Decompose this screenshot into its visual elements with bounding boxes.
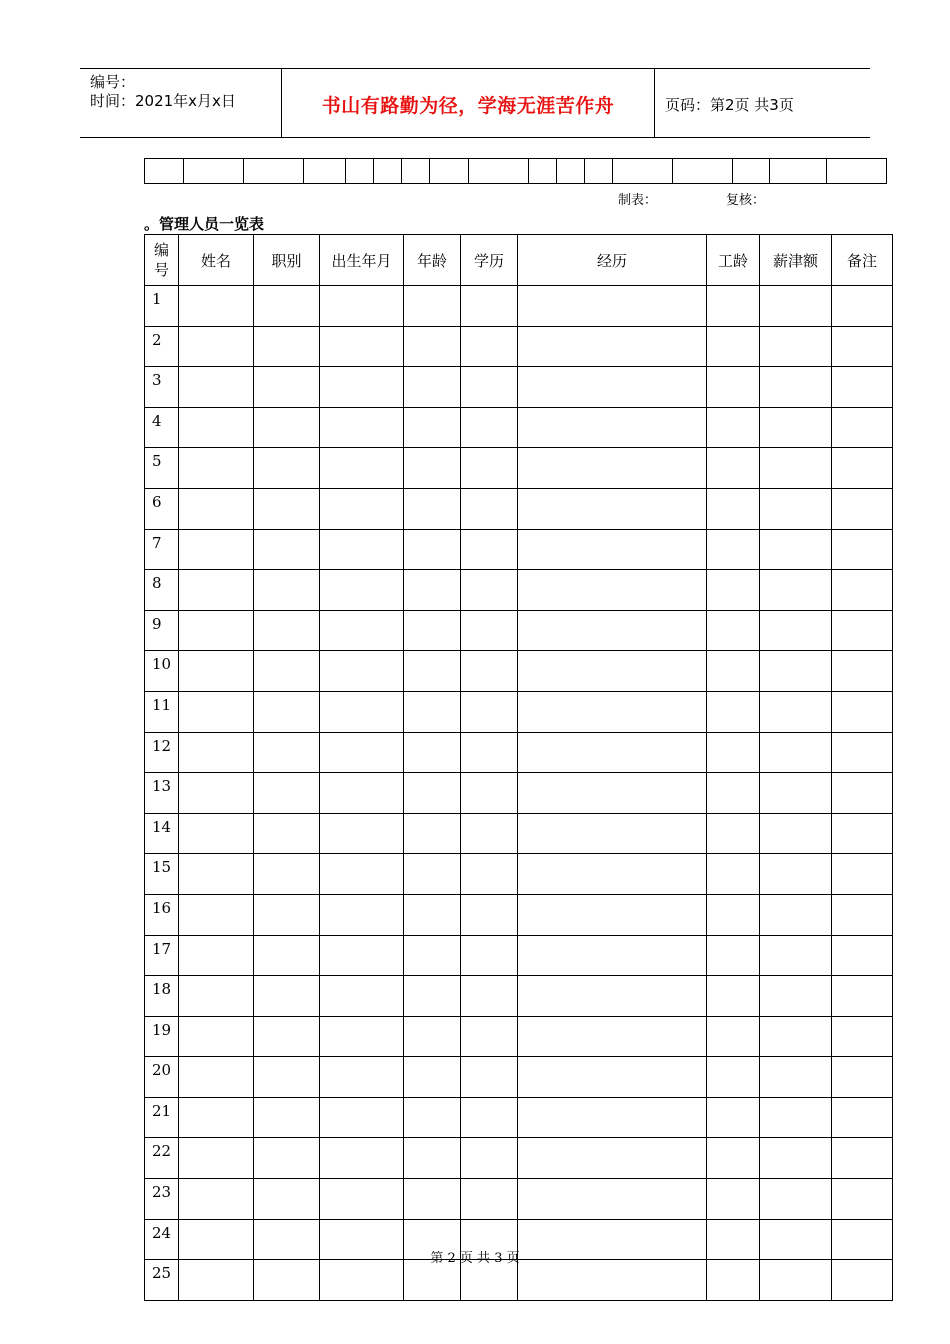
- table-cell: [404, 1138, 461, 1179]
- table-cell: [254, 326, 320, 367]
- grid-cell: [184, 159, 244, 184]
- table-cell: [707, 813, 760, 854]
- table-cell: [179, 935, 254, 976]
- table-cell: [461, 1179, 518, 1220]
- grid-cell: [770, 159, 827, 184]
- table-cell: [320, 854, 404, 895]
- table-cell: [404, 610, 461, 651]
- grid-cell: [374, 159, 402, 184]
- table-cell: [832, 894, 893, 935]
- table-cell: [832, 813, 893, 854]
- table-cell: [707, 367, 760, 408]
- table-cell: [832, 448, 893, 489]
- table-cell: [404, 773, 461, 814]
- column-header-name: 姓名: [179, 235, 254, 286]
- number-label: 编号：: [90, 73, 136, 91]
- table-cell: [254, 407, 320, 448]
- grid-cell: [244, 159, 304, 184]
- column-header-birth-date: 出生年月: [320, 235, 404, 286]
- table-cell: [518, 367, 707, 408]
- table-cell: [254, 1057, 320, 1098]
- table-cell: [760, 691, 832, 732]
- table-cell: [320, 448, 404, 489]
- table-cell: [707, 610, 760, 651]
- column-header-age: 年龄: [404, 235, 461, 286]
- row-number: 6: [145, 488, 179, 529]
- table-cell: [254, 610, 320, 651]
- table-cell: [707, 976, 760, 1017]
- table-row: [145, 813, 893, 854]
- table-cell: [320, 773, 404, 814]
- table-cell: [461, 732, 518, 773]
- table-cell: [254, 691, 320, 732]
- table-cell: [254, 976, 320, 1017]
- table-cell: [518, 813, 707, 854]
- table-cell: [404, 732, 461, 773]
- table-cell: [518, 732, 707, 773]
- table-cell: [320, 326, 404, 367]
- table-cell: [461, 610, 518, 651]
- table-cell: [760, 894, 832, 935]
- table-cell: [760, 1138, 832, 1179]
- table-cell: [707, 773, 760, 814]
- table-cell: [707, 326, 760, 367]
- row-number: 13: [145, 773, 179, 814]
- table-cell: [179, 1138, 254, 1179]
- grid-cell: [613, 159, 673, 184]
- table-cell: [707, 691, 760, 732]
- table-cell: [832, 570, 893, 611]
- table-cell: [518, 488, 707, 529]
- table-cell: [404, 448, 461, 489]
- grid-cell: [430, 159, 469, 184]
- row-number: 18: [145, 976, 179, 1017]
- table-cell: [179, 732, 254, 773]
- table-cell: [518, 1179, 707, 1220]
- grid-cell: [529, 159, 557, 184]
- table-cell: [760, 651, 832, 692]
- table-cell: [760, 935, 832, 976]
- page-header: [80, 68, 870, 138]
- row-number: 8: [145, 570, 179, 611]
- row-number: 17: [145, 935, 179, 976]
- table-row: [145, 651, 893, 692]
- row-number: 22: [145, 1138, 179, 1179]
- table-cell: [254, 286, 320, 327]
- table-cell: [707, 651, 760, 692]
- table-cell: [179, 448, 254, 489]
- column-header-salary: 薪津额: [760, 235, 832, 286]
- table-cell: [461, 1057, 518, 1098]
- table-cell: [254, 1179, 320, 1220]
- row-number: 21: [145, 1097, 179, 1138]
- table-cell: [832, 1138, 893, 1179]
- row-number: 12: [145, 732, 179, 773]
- table-cell: [760, 813, 832, 854]
- table-cell: [832, 1097, 893, 1138]
- table-cell: [707, 854, 760, 895]
- table-row: [145, 1097, 893, 1138]
- row-number: 16: [145, 894, 179, 935]
- table-cell: [320, 286, 404, 327]
- table-cell: [707, 935, 760, 976]
- grid-cell: [402, 159, 430, 184]
- table-cell: [254, 651, 320, 692]
- column-header-education: 学历: [461, 235, 518, 286]
- table-cell: [179, 529, 254, 570]
- table-row: [145, 326, 893, 367]
- table-cell: [461, 448, 518, 489]
- row-number: 10: [145, 651, 179, 692]
- table-cell: [832, 610, 893, 651]
- table-cell: [518, 651, 707, 692]
- row-number: 23: [145, 1179, 179, 1220]
- grid-cell: [827, 159, 887, 184]
- table-cell: [254, 1138, 320, 1179]
- table-cell: [518, 773, 707, 814]
- table-row: [145, 732, 893, 773]
- table-cell: [461, 854, 518, 895]
- section-title: 。管理人员一览表: [144, 215, 265, 233]
- table-cell: [320, 1097, 404, 1138]
- table-cell: [320, 732, 404, 773]
- column-header-experience: 经历: [518, 235, 707, 286]
- table-row: [145, 1016, 893, 1057]
- table-cell: [179, 570, 254, 611]
- table-cell: [707, 448, 760, 489]
- table-cell: [518, 610, 707, 651]
- row-number: 5: [145, 448, 179, 489]
- table-cell: [760, 367, 832, 408]
- table-cell: [404, 813, 461, 854]
- table-cell: [254, 1016, 320, 1057]
- table-cell: [404, 570, 461, 611]
- table-cell: [760, 1179, 832, 1220]
- table-cell: [832, 691, 893, 732]
- table-cell: [179, 651, 254, 692]
- table-cell: [760, 976, 832, 1017]
- table-cell: [760, 488, 832, 529]
- table-cell: [320, 691, 404, 732]
- table-cell: [179, 976, 254, 1017]
- table-cell: [832, 367, 893, 408]
- table-cell: [404, 854, 461, 895]
- table-cell: [320, 1138, 404, 1179]
- table-cell: [760, 326, 832, 367]
- table-row: [145, 691, 893, 732]
- table-cell: [404, 651, 461, 692]
- page-footer: 第 2 页 共 3 页: [430, 1251, 520, 1266]
- table-cell: [254, 773, 320, 814]
- table-cell: [760, 448, 832, 489]
- table-cell: [179, 854, 254, 895]
- table-cell: [179, 691, 254, 732]
- table-cell: [320, 367, 404, 408]
- header-page-cell: [655, 69, 870, 137]
- motto-text: 书山有路勤为径，学海无涯苦作舟: [321, 95, 615, 117]
- table-cell: [832, 1016, 893, 1057]
- table-cell: [320, 1057, 404, 1098]
- column-header-position: 职别: [254, 235, 320, 286]
- table-cell: [760, 529, 832, 570]
- table-cell: [320, 1016, 404, 1057]
- table-header-row: [145, 235, 893, 286]
- table-cell: [404, 1057, 461, 1098]
- table-cell: [760, 1057, 832, 1098]
- table-cell: [254, 1097, 320, 1138]
- row-number: 11: [145, 691, 179, 732]
- row-number: 19: [145, 1016, 179, 1057]
- table-row: [145, 1057, 893, 1098]
- table-cell: [404, 286, 461, 327]
- id-header-line2: 号: [153, 261, 169, 279]
- table-cell: [461, 651, 518, 692]
- table-cell: [832, 407, 893, 448]
- table-cell: [707, 894, 760, 935]
- table-cell: [320, 813, 404, 854]
- column-header-seniority: 工龄: [707, 235, 760, 286]
- table-cell: [760, 1016, 832, 1057]
- table-cell: [461, 286, 518, 327]
- table-cell: [760, 407, 832, 448]
- table-cell: [832, 651, 893, 692]
- row-number: 7: [145, 529, 179, 570]
- table-cell: [179, 773, 254, 814]
- table-cell: [320, 651, 404, 692]
- table-cell: [404, 488, 461, 529]
- table-cell: [461, 1097, 518, 1138]
- row-number: 15: [145, 854, 179, 895]
- table-cell: [707, 286, 760, 327]
- table-cell: [518, 935, 707, 976]
- table-cell: [179, 1057, 254, 1098]
- column-header-remarks: 备注: [832, 235, 893, 286]
- row-number: 24: [145, 1219, 179, 1260]
- table-cell: [832, 935, 893, 976]
- table-cell: [404, 691, 461, 732]
- table-cell: [254, 570, 320, 611]
- table-cell: [404, 1097, 461, 1138]
- table-cell: [254, 813, 320, 854]
- table-cell: [179, 1016, 254, 1057]
- table-cell: [461, 935, 518, 976]
- table-cell: [404, 407, 461, 448]
- time-label: 时间：2021年x月x日: [90, 92, 236, 110]
- table-cell: [760, 570, 832, 611]
- table-cell: [760, 610, 832, 651]
- table-cell: [179, 610, 254, 651]
- table-cell: [832, 488, 893, 529]
- table-cell: [404, 1016, 461, 1057]
- table-cell: [179, 286, 254, 327]
- row-number: 1: [145, 286, 179, 327]
- table-cell: [461, 488, 518, 529]
- table-row: [145, 1138, 893, 1179]
- table-cell: [320, 1179, 404, 1220]
- table-cell: [518, 691, 707, 732]
- table-row: [145, 286, 893, 327]
- table-cell: [518, 976, 707, 1017]
- table-cell: [179, 1179, 254, 1220]
- table-cell: [707, 1138, 760, 1179]
- table-cell: [832, 286, 893, 327]
- row-number: 14: [145, 813, 179, 854]
- table-cell: [320, 976, 404, 1017]
- table-cell: [461, 326, 518, 367]
- table-cell: [254, 732, 320, 773]
- table-cell: [707, 1097, 760, 1138]
- table-cell: [832, 854, 893, 895]
- table-cell: [707, 1057, 760, 1098]
- grid-cell: [304, 159, 346, 184]
- table-cell: [404, 367, 461, 408]
- table-cell: [518, 854, 707, 895]
- table-cell: [832, 732, 893, 773]
- row-number: 2: [145, 326, 179, 367]
- empty-grid-strip: [144, 158, 887, 184]
- table-cell: [832, 1057, 893, 1098]
- table-row: [145, 570, 893, 611]
- table-cell: [461, 1138, 518, 1179]
- table-cell: [320, 610, 404, 651]
- header-meta-cell: [80, 69, 281, 137]
- table-cell: [404, 326, 461, 367]
- table-cell: [461, 773, 518, 814]
- table-cell: [832, 976, 893, 1017]
- table-row: [145, 1179, 893, 1220]
- table-cell: [179, 813, 254, 854]
- table-cell: [832, 529, 893, 570]
- table-cell: [254, 854, 320, 895]
- table-cell: [179, 894, 254, 935]
- header-motto-cell: [281, 69, 655, 137]
- table-cell: [518, 407, 707, 448]
- table-row: [145, 488, 893, 529]
- reviewed-by-label: 复核：: [726, 193, 766, 208]
- table-cell: [461, 570, 518, 611]
- table-cell: [461, 976, 518, 1017]
- table-cell: [518, 448, 707, 489]
- management-staff-table: [144, 234, 893, 1301]
- table-cell: [179, 367, 254, 408]
- table-cell: [461, 407, 518, 448]
- table-cell: [832, 773, 893, 814]
- table-cell: [760, 1097, 832, 1138]
- table-cell: [254, 894, 320, 935]
- table-cell: [707, 732, 760, 773]
- table-cell: [461, 691, 518, 732]
- table-cell: [179, 326, 254, 367]
- table-cell: [461, 894, 518, 935]
- row-number: 4: [145, 407, 179, 448]
- row-number: 20: [145, 1057, 179, 1098]
- table-cell: [707, 488, 760, 529]
- table-cell: [461, 813, 518, 854]
- table-cell: [832, 1179, 893, 1220]
- table-cell: [518, 570, 707, 611]
- table-cell: [707, 1016, 760, 1057]
- table-cell: [404, 976, 461, 1017]
- table-cell: [404, 1179, 461, 1220]
- table-cell: [254, 488, 320, 529]
- table-cell: [179, 1097, 254, 1138]
- grid-cell: [145, 159, 184, 184]
- table-cell: [518, 1016, 707, 1057]
- table-cell: [760, 286, 832, 327]
- table-cell: [179, 407, 254, 448]
- table-cell: [707, 407, 760, 448]
- grid-cell: [585, 159, 613, 184]
- page-info: 页码：第2页 共3页: [665, 96, 794, 114]
- table-row: [145, 773, 893, 814]
- table-cell: [320, 570, 404, 611]
- grid-cell: [346, 159, 374, 184]
- table-cell: [760, 854, 832, 895]
- table-row: [145, 935, 893, 976]
- table-row: [145, 448, 893, 489]
- table-cell: [760, 773, 832, 814]
- row-number: 3: [145, 367, 179, 408]
- table-cell: [707, 529, 760, 570]
- row-number: 9: [145, 610, 179, 651]
- id-header-line1: 编: [153, 241, 169, 259]
- table-cell: [254, 935, 320, 976]
- table-cell: [518, 894, 707, 935]
- table-row: [145, 367, 893, 408]
- table-cell: [518, 286, 707, 327]
- table-row: [145, 610, 893, 651]
- table-cell: [760, 732, 832, 773]
- grid-cell: [673, 159, 733, 184]
- table-cell: [404, 935, 461, 976]
- table-cell: [179, 488, 254, 529]
- table-cell: [320, 894, 404, 935]
- made-by-label: 制表：: [618, 193, 658, 208]
- table-cell: [832, 326, 893, 367]
- table-cell: [320, 488, 404, 529]
- table-cell: [707, 1179, 760, 1220]
- table-row: [145, 854, 893, 895]
- table-cell: [518, 1057, 707, 1098]
- table-row: [145, 894, 893, 935]
- column-header-id: [145, 235, 179, 286]
- table-cell: [404, 529, 461, 570]
- table-row: [145, 976, 893, 1017]
- table-cell: [461, 367, 518, 408]
- table-row: [145, 529, 893, 570]
- grid-cell: [469, 159, 529, 184]
- table-cell: [518, 326, 707, 367]
- table-row: [145, 407, 893, 448]
- table-cell: [518, 1097, 707, 1138]
- table-cell: [320, 407, 404, 448]
- table-cell: [461, 529, 518, 570]
- grid-cell: [557, 159, 585, 184]
- table-cell: [254, 367, 320, 408]
- table-cell: [320, 935, 404, 976]
- table-cell: [404, 894, 461, 935]
- table-cell: [461, 1016, 518, 1057]
- row-number: 25: [145, 1260, 179, 1301]
- grid-cell: [733, 159, 770, 184]
- table-cell: [254, 448, 320, 489]
- table-cell: [518, 1138, 707, 1179]
- table-cell: [320, 529, 404, 570]
- table-cell: [254, 529, 320, 570]
- table-cell: [707, 570, 760, 611]
- table-cell: [518, 529, 707, 570]
